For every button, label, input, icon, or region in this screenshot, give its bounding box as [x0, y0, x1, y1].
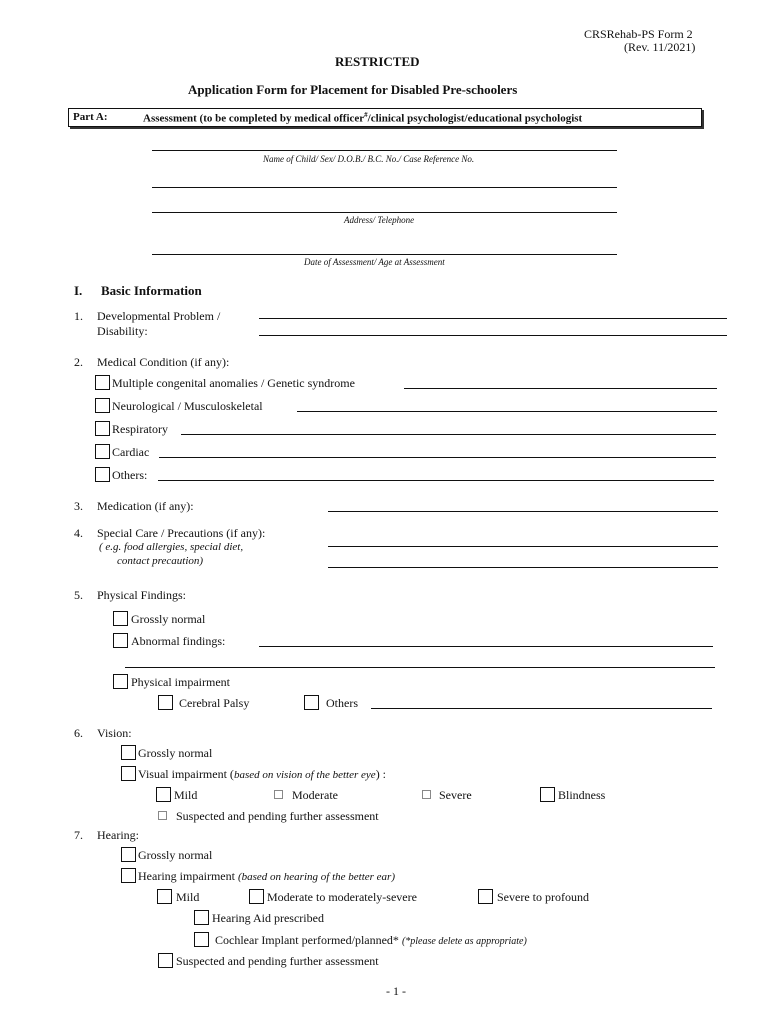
q7-aid: Hearing Aid prescribed [212, 911, 324, 925]
q7-checkbox-aid[interactable] [194, 910, 209, 925]
q2-opt-neuro: Neurological / Musculoskeletal [112, 399, 263, 413]
q7-normal: Grossly normal [138, 848, 213, 862]
part-a-label: Part A: [73, 111, 108, 123]
page-title: Application Form for Placement for Disabled Pre-schoolers [188, 82, 518, 97]
q2-line-cardiac[interactable] [159, 457, 716, 458]
name-caption: Name of Child/ Sex/ D.O.B./ B.C. No./ Case Reference No. [263, 154, 475, 164]
q2-opt-cardiac: Cardiac [112, 445, 150, 459]
part-a-text: Assessment (to be completed by medical officer#/clinical psychologist/educational psychologist [143, 111, 583, 125]
q5-normal: Grossly normal [131, 612, 206, 626]
q7-impair: Hearing impairment (based on hearing of the better ear) [138, 869, 395, 883]
q5-abnormal-line-2[interactable] [125, 667, 715, 668]
q1-line-2[interactable] [259, 335, 727, 336]
date-line[interactable] [152, 254, 617, 255]
q6-normal: Grossly normal [138, 746, 213, 760]
q4-example-b: contact precaution) [117, 555, 204, 567]
q6-checkbox-moderate[interactable] [274, 790, 283, 799]
q6-blind: Blindness [558, 788, 606, 802]
q7-ci: Cochlear Implant performed/planned* (*please delete as appropriate) [215, 933, 527, 947]
q2-checkbox-resp[interactable] [95, 421, 110, 436]
q6-checkbox-severe[interactable] [422, 790, 431, 799]
q5-checkbox-others[interactable] [304, 695, 319, 710]
q7-checkbox-moderate[interactable] [249, 889, 264, 904]
q7-num: 7. [74, 828, 83, 842]
q1-line-1[interactable] [259, 318, 727, 319]
q6-severe: Severe [439, 788, 472, 802]
q1-label-a: Developmental Problem / [97, 309, 221, 323]
revision: (Rev. 11/2021) [624, 40, 696, 54]
q7-checkbox-impair[interactable] [121, 868, 136, 883]
q2-checkbox-neuro[interactable] [95, 398, 110, 413]
q6-suspected: Suspected and pending further assessment [176, 809, 379, 823]
q2-line-resp[interactable] [181, 434, 716, 435]
q4-num: 4. [74, 526, 83, 540]
q6-checkbox-mild[interactable] [156, 787, 171, 802]
q2-line-others[interactable] [158, 480, 714, 481]
q2-checkbox-cardiac[interactable] [95, 444, 110, 459]
section-title: Basic Information [101, 283, 202, 298]
q4-label: Special Care / Precautions (if any): [97, 526, 266, 540]
q7-suspected: Suspected and pending further assessment [176, 954, 379, 968]
date-caption: Date of Assessment/ Age at Assessment [304, 257, 445, 267]
q4-line-2[interactable] [328, 567, 718, 568]
q6-moderate: Moderate [292, 788, 338, 802]
q5-others: Others [326, 696, 358, 710]
q6-checkbox-blind[interactable] [540, 787, 555, 802]
q5-abnormal-line-1[interactable] [259, 646, 713, 647]
name-line-2[interactable] [152, 187, 617, 188]
q7-severe: Severe to profound [497, 890, 589, 904]
q5-cp: Cerebral Palsy [179, 696, 250, 710]
q2-opt-others: Others: [112, 468, 148, 482]
q2-opt-genetic: Multiple congenital anomalies / Genetic syndrome [112, 376, 355, 390]
q6-checkbox-suspected[interactable] [158, 811, 167, 820]
q3-num: 3. [74, 499, 83, 513]
q6-num: 6. [74, 726, 83, 740]
q2-line-genetic[interactable] [404, 388, 717, 389]
q1-label-b: Disability: [97, 324, 148, 338]
q7-checkbox-normal[interactable] [121, 847, 136, 862]
q6-mild: Mild [174, 788, 198, 802]
q5-checkbox-abnormal[interactable] [113, 633, 128, 648]
q6-impair: Visual impairment (based on vision of the better eye) : [138, 767, 387, 781]
q2-checkbox-others[interactable] [95, 467, 110, 482]
q7-checkbox-severe[interactable] [478, 889, 493, 904]
q3-label: Medication (if any): [97, 499, 194, 513]
form-number: CRSRehab-PS Form 2 [584, 27, 693, 41]
section-num: I. [74, 283, 83, 298]
q2-num: 2. [74, 355, 83, 369]
q7-checkbox-suspected[interactable] [158, 953, 173, 968]
q6-checkbox-impair[interactable] [121, 766, 136, 781]
q2-checkbox-genetic[interactable] [95, 375, 110, 390]
address-line[interactable] [152, 212, 617, 213]
q1-num: 1. [74, 309, 83, 323]
name-line[interactable] [152, 150, 617, 151]
q7-moderate: Moderate to moderately-severe [267, 890, 417, 904]
q7-label: Hearing: [97, 828, 139, 842]
q5-num: 5. [74, 588, 83, 602]
q2-opt-resp: Respiratory [112, 422, 168, 436]
page-number: - 1 - [386, 984, 406, 998]
q2-line-neuro[interactable] [297, 411, 717, 412]
q5-checkbox-normal[interactable] [113, 611, 128, 626]
address-caption: Address/ Telephone [344, 215, 415, 225]
q5-impair: Physical impairment [131, 675, 230, 689]
q3-line[interactable] [328, 511, 718, 512]
q4-line-1[interactable] [328, 546, 718, 547]
q5-abnormal: Abnormal findings: [131, 634, 226, 648]
q2-label: Medical Condition (if any): [97, 355, 230, 369]
q7-checkbox-ci[interactable] [194, 932, 209, 947]
q5-label: Physical Findings: [97, 588, 187, 602]
q5-checkbox-cp[interactable] [158, 695, 173, 710]
restricted-label: RESTRICTED [335, 54, 420, 69]
q5-checkbox-impair[interactable] [113, 674, 128, 689]
q6-label: Vision: [97, 726, 132, 740]
q7-checkbox-mild[interactable] [157, 889, 172, 904]
q5-others-line[interactable] [371, 708, 712, 709]
q7-mild: Mild [176, 890, 200, 904]
q6-checkbox-normal[interactable] [121, 745, 136, 760]
q4-example-a: ( e.g. food allergies, special diet, [99, 541, 244, 553]
